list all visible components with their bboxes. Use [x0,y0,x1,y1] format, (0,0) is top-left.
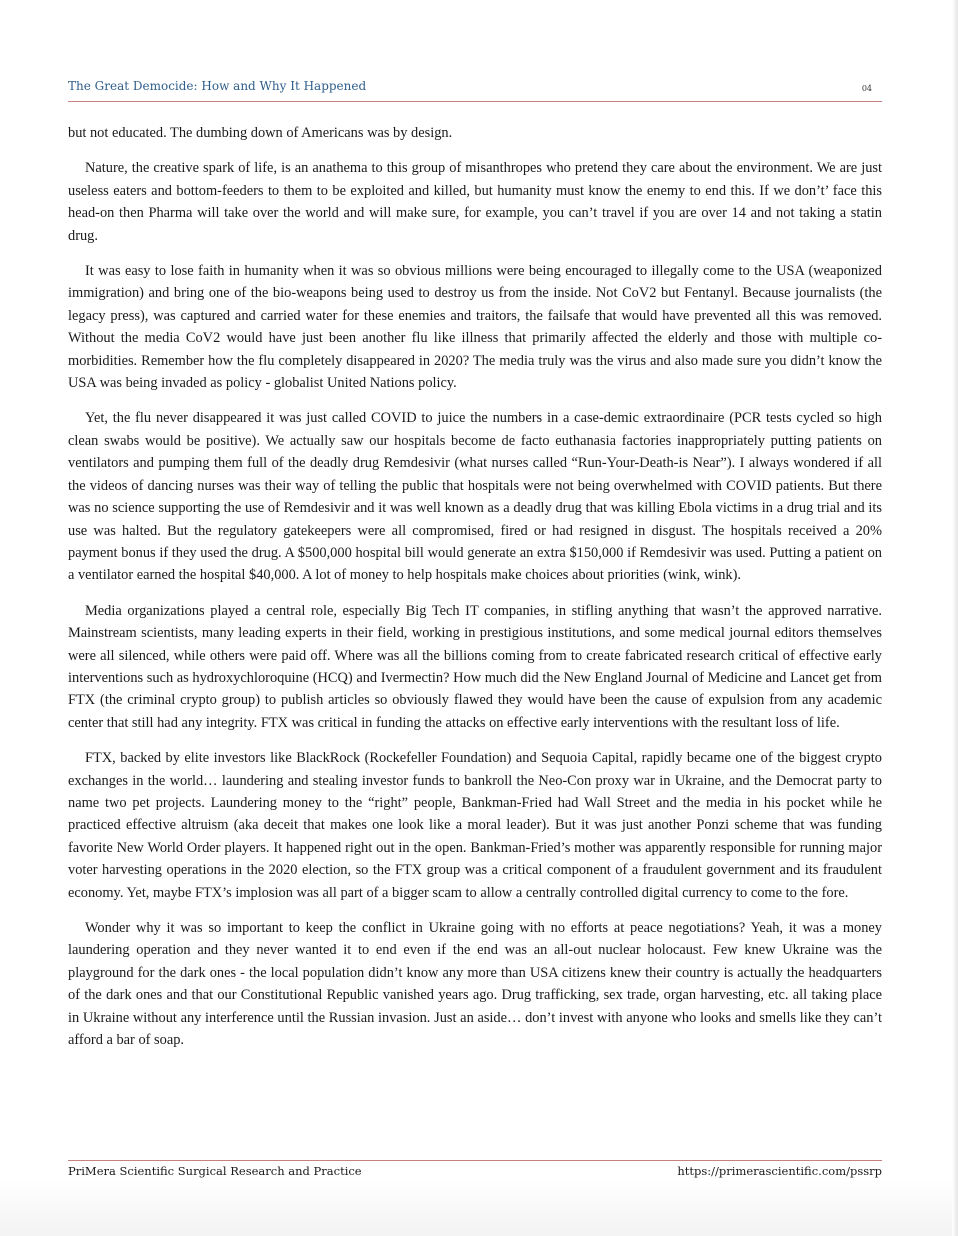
page-edge-shadow [952,0,958,1236]
running-footer [68,1160,882,1183]
paragraph-5: Media organizations played a central role, especially Big Tech IT companies, in stifling anything that wasn’t the approved narrative. Mainstream scientists, many leading experts in their field, working in prestigious institutions, and some medical journal editors themselves were all silenced, while others were paid off. Where was all the billions coming from to create fabricated research critical of effective early interventions such as hydroxychloroquine (HCQ) and Ivermectin? How much did the New England Journal of Medicine and Lancet get from FTX (the criminal crypto group) to publish articles so obviously flawed they would have been the cause of expulsion from any academic center that still had any integrity. FTX was critical in funding the attacks on effective early interventions with the resultant loss of life. [68,602,882,731]
journal-name: PriMera Scientific Surgical Research and Practice [68,1164,362,1178]
paragraph-4: Yet, the flu never disappeared it was just called COVID to juice the numbers in a case-demic extraordinaire (PCR tests cycled so high clean swabs would be positive). We actually saw our hospitals become de facto euthanasia factories inappropriately putting patients on ventilators and pumping them full of the deadly drug Remdesivir (what nurses called “Run-Your-Death-is Near”). I always wondered if all the videos of dancing nurses was their way of telling the public that hospitals were not being overwhelmed with COVID patients. But there was no science supporting the use of Remdesivir and it was well known as a deadly drug that was killing Ebola victims in a drug trial and its use was halted. But the regulatory gatekeepers were all compromised, fired or had resigned in disgust. The hospitals received a 20% payment bonus if they used the drug. A $500,000 hospital bill would generate an extra $150,000 if Remdesivir was used. Putting a patient on a ventilator earned the hospital $40,000. A lot of money to help hospitals make choices about priorities (wink, wink). [68,410,882,584]
paragraph-2: Nature, the creative spark of life, is an anathema to this group of misanthropes who pretend they care about the environment. We are just useless eaters and bottom-feeders to them to be exploited and killed, but humanity must know the enemy to end this. If we don’t’ face this head-on then Pharma will take over the world and will make sure, for example, you can’t travel if you are over 14 and not taking a statin drug. [68,160,882,244]
paragraph-1: but not educated. The dumbing down of Americans was by design. [68,125,453,141]
running-header-title: The Great Democide: How and Why It Happened [68,79,367,93]
paragraph-6: FTX, backed by elite investors like BlackRock (Rockefeller Foundation) and Sequoia Capital, rapidly became one of the biggest crypto exchanges in the world… laundering and stealing investor funds to bankroll the Neo-Con proxy war in Ukraine, and the Democrat party to name two pet projects. Laundering money to the “right” people, Bankman-Fried had Wall Street and the media in his pocket while he practiced effective altruism (aka deceit that makes one look like a moral leader). But it was just another Ponzi scheme that was funding favorite New World Order players. It happened right out in the open. Bankman-Fried’s mother was apparently responsible for running major voter harvesting operations in the 2020 election, so the FTX group was a critical component of a fraudulent government and its fraudulent economy. Yet, maybe FTX’s implosion was all part of a bigger scam to allow a centrally controlled digital currency to come to the fore. [68,750,882,901]
running-header [68,79,882,102]
article-body [68,122,882,1064]
page-number: 04 [861,84,872,93]
paragraph-3: It was easy to lose faith in humanity when it was so obvious millions were being encouraged to illegally come to the USA (weaponized immigration) and bring one of the bio-weapons being used to destroy us from the inside. Not CoV2 but Fentanyl. Because journalists (the legacy press), was captured and carried water for these enemies and traitors, the failsafe that would have prevented all this was removed. Without the media CoV2 would have just been another flu like illness that primarily affected the elderly and those with multiple co-morbidities. Remember how the flu completely disappeared in 2020? The media truly was the virus and also made sure you didn’t know the USA was being invaded as policy - globalist United Nations policy. [68,263,882,392]
paragraph-7: Wonder why it was so important to keep the conflict in Ukraine going with no efforts at peace negotiations? Yeah, it was a money laundering operation and they never wanted it to end even if the end was an all-out nuclear holocaust. Few knew Ukraine was the playground for the dark ones - the local population didn’t know any more than USA citizens knew their country is actually the headquarters of the dark ones and that our Constitutional Republic vanished years ago. Drug trafficking, sex trade, organ harvesting, etc. all taking place in Ukraine without any interference until the Russian invasion. Just an aside… don’t invest with anyone who looks and smells like they can’t afford a bar of soap. [68,920,882,1049]
journal-url[interactable]: https://primerascientific.com/pssrp [677,1164,882,1178]
